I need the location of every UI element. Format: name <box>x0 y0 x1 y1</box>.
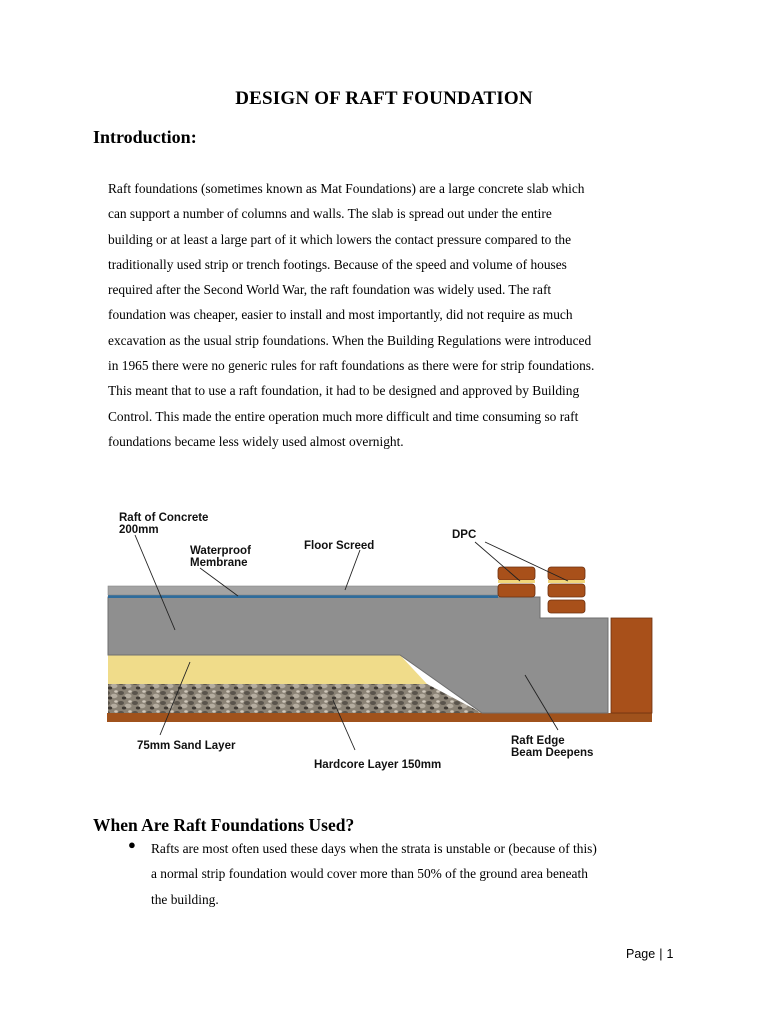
paragraph-line: building or at least a large part of it which lowers the contact pressure compared to the <box>108 231 572 247</box>
raft-thickness-label: 200mm <box>119 524 159 536</box>
raft-foundation-diagram <box>90 500 670 780</box>
brick <box>498 584 535 597</box>
introduction-heading: Introduction: <box>93 127 197 147</box>
membrane-label-2: Membrane <box>190 557 248 569</box>
dpc-line <box>498 580 535 583</box>
brick <box>548 567 585 580</box>
brick <box>548 584 585 597</box>
paragraph-line: This meant that to use a raft foundation, it had to be designed and approved by Building <box>108 383 580 399</box>
membrane-label: Waterproof <box>190 545 251 557</box>
edge-beam-label: Raft Edge <box>511 735 565 747</box>
bullet-line: the building. <box>151 891 219 907</box>
brick <box>548 600 585 613</box>
document-title: DESIGN OF RAFT FOUNDATION <box>235 88 533 109</box>
paragraph-line: foundations became less widely used almost overnight. <box>108 433 404 449</box>
ground-strip <box>107 713 652 722</box>
paragraph-line: excavation as the usual strip foundations. When the Building Regulations were introduced <box>108 332 592 348</box>
floor-screed <box>108 586 498 595</box>
page-number: 1 <box>666 947 674 961</box>
outer-brick-wall <box>611 618 652 713</box>
paragraph-line: Raft foundations (sometimes known as Mat Foundations) are a large concrete slab which <box>108 181 585 196</box>
paragraph-line: traditionally used strip or trench footings. Because of the speed and volume of houses <box>108 256 567 272</box>
paragraph-line: Control. This made the entire operation much more difficult and time consuming so raft <box>108 408 579 424</box>
paragraph-line: foundation was cheaper, easier to install and most importantly, did not require as much <box>108 307 573 323</box>
sand-layer <box>108 655 427 684</box>
screed-label: Floor Screed <box>304 540 375 552</box>
paragraph-line: in 1965 there were no generic rules for raft foundations as there were for strip foundations. <box>108 358 595 374</box>
sand-layer-label: 75mm Sand Layer <box>137 740 236 752</box>
waterproof-membrane <box>108 595 498 598</box>
bullet-icon: ● <box>128 837 136 852</box>
hardcore-layer <box>108 684 482 713</box>
hardcore-layer-label: Hardcore Layer 150mm <box>314 759 442 771</box>
leader-line <box>345 550 360 590</box>
page-footer <box>626 947 673 961</box>
bullet-line: Rafts are most often used these days when the strata is unstable or (because of this) <box>151 841 597 856</box>
paragraph-line: required after the Second World War, the raft foundation was widely used. The raft <box>108 282 552 298</box>
introduction-paragraph <box>108 176 668 454</box>
page-separator: | <box>659 947 663 961</box>
page-label: Page <box>626 947 656 961</box>
usage-bullet <box>151 836 691 912</box>
raft-label: Raft of Concrete <box>119 512 209 524</box>
bullet-line: a normal strip foundation would cover more than 50% of the ground area beneath <box>151 866 588 882</box>
dpc-label: DPC <box>452 529 477 541</box>
edge-beam-label-2: Beam Deepens <box>511 747 594 759</box>
paragraph-line: can support a number of columns and walls. The slab is spread out under the entire <box>108 206 552 222</box>
usage-heading: When Are Raft Foundations Used? <box>93 815 355 835</box>
